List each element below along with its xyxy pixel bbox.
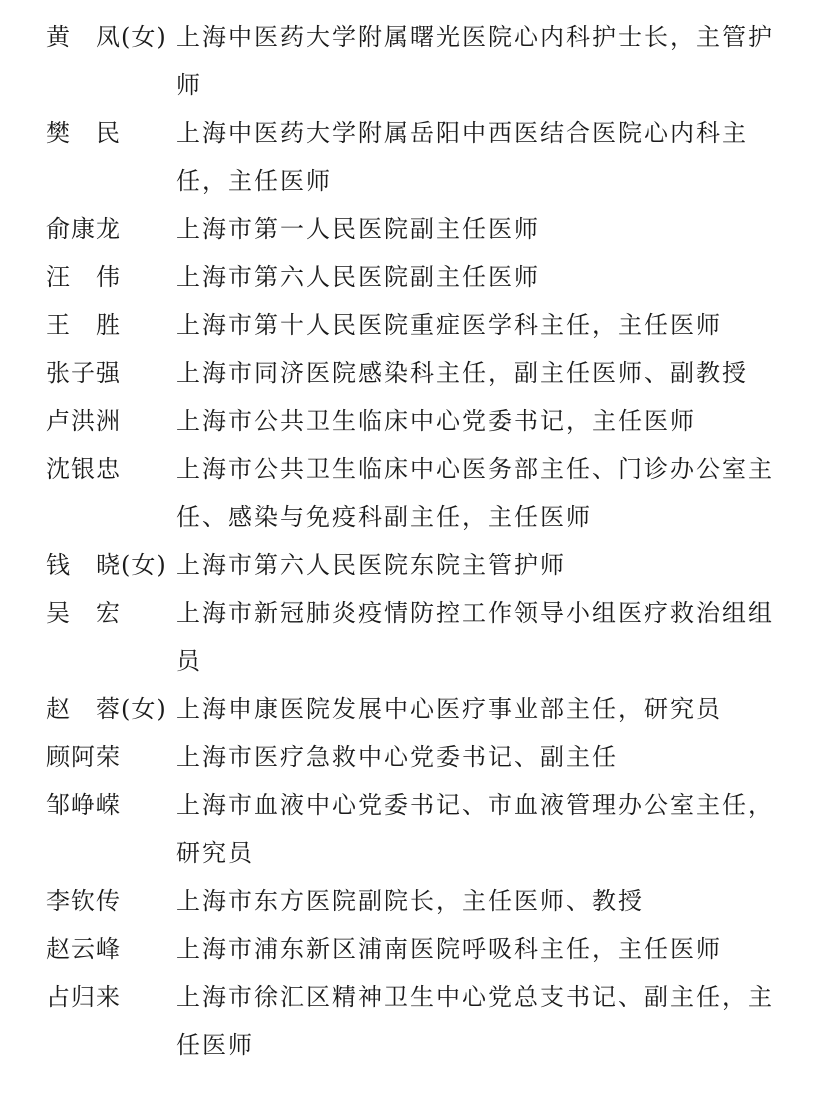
person-name: 王 胜 [46,311,121,339]
person-title: 上海市徐汇区精神卫生中心党总支书记、副主任，主任医师 [176,983,774,1059]
list-item [0,781,830,877]
person-title: 上海市第六人民医院东院主管护师 [176,551,566,579]
person-name: 张子强 [46,359,121,387]
person-title: 上海市东方医院副院长，主任医师、教授 [176,887,644,915]
person-title: 上海市同济医院感染科主任，副主任医师、副教授 [176,359,748,387]
person-name: 赵 蓉(女) [46,695,167,723]
personnel-list [0,13,830,1069]
person-name: 黄 凤(女) [46,23,167,51]
person-name: 樊 民 [46,119,121,147]
person-title: 上海中医药大学附属岳阳中西医结合医院心内科主任，主任医师 [176,119,748,195]
person-name: 邹峥嵘 [46,791,121,819]
person-title: 上海市公共卫生临床中心医务部主任、门诊办公室主任、感染与免疫科副主任，主任医师 [176,455,774,531]
list-item [0,733,830,781]
person-name: 吴 宏 [46,599,121,627]
person-name: 卢洪洲 [46,407,121,435]
person-name: 汪 伟 [46,263,121,291]
person-title: 上海市浦东新区浦南医院呼吸科主任，主任医师 [176,935,722,963]
list-item [0,877,830,925]
list-item [0,349,830,397]
person-name: 钱 晓(女) [46,551,167,579]
list-item [0,205,830,253]
list-item [0,253,830,301]
list-item [0,685,830,733]
person-title: 上海市第一人民医院副主任医师 [176,215,540,243]
person-name: 赵云峰 [46,935,121,963]
person-name: 俞康龙 [46,215,121,243]
list-item [0,397,830,445]
list-item [0,445,830,541]
person-name: 李钦传 [46,887,121,915]
list-item [0,925,830,973]
list-item [0,541,830,589]
list-item [0,589,830,685]
person-title: 上海市第六人民医院副主任医师 [176,263,540,291]
person-name: 顾阿荣 [46,743,121,771]
list-item [0,13,830,109]
person-title: 上海中医药大学附属曙光医院心内科护士长，主管护师 [176,23,774,99]
person-title: 上海申康医院发展中心医疗事业部主任，研究员 [176,695,722,723]
person-title: 上海市第十人民医院重症医学科主任，主任医师 [176,311,722,339]
person-name: 占归来 [46,983,121,1011]
person-title: 上海市血液中心党委书记、市血液管理办公室主任，研究员 [176,791,774,867]
list-item [0,301,830,349]
person-title: 上海市公共卫生临床中心党委书记，主任医师 [176,407,696,435]
person-title: 上海市新冠肺炎疫情防控工作领导小组医疗救治组组员 [176,599,774,675]
list-item [0,109,830,205]
list-item [0,973,830,1069]
person-name: 沈银忠 [46,455,121,483]
person-title: 上海市医疗急救中心党委书记、副主任 [176,743,618,771]
